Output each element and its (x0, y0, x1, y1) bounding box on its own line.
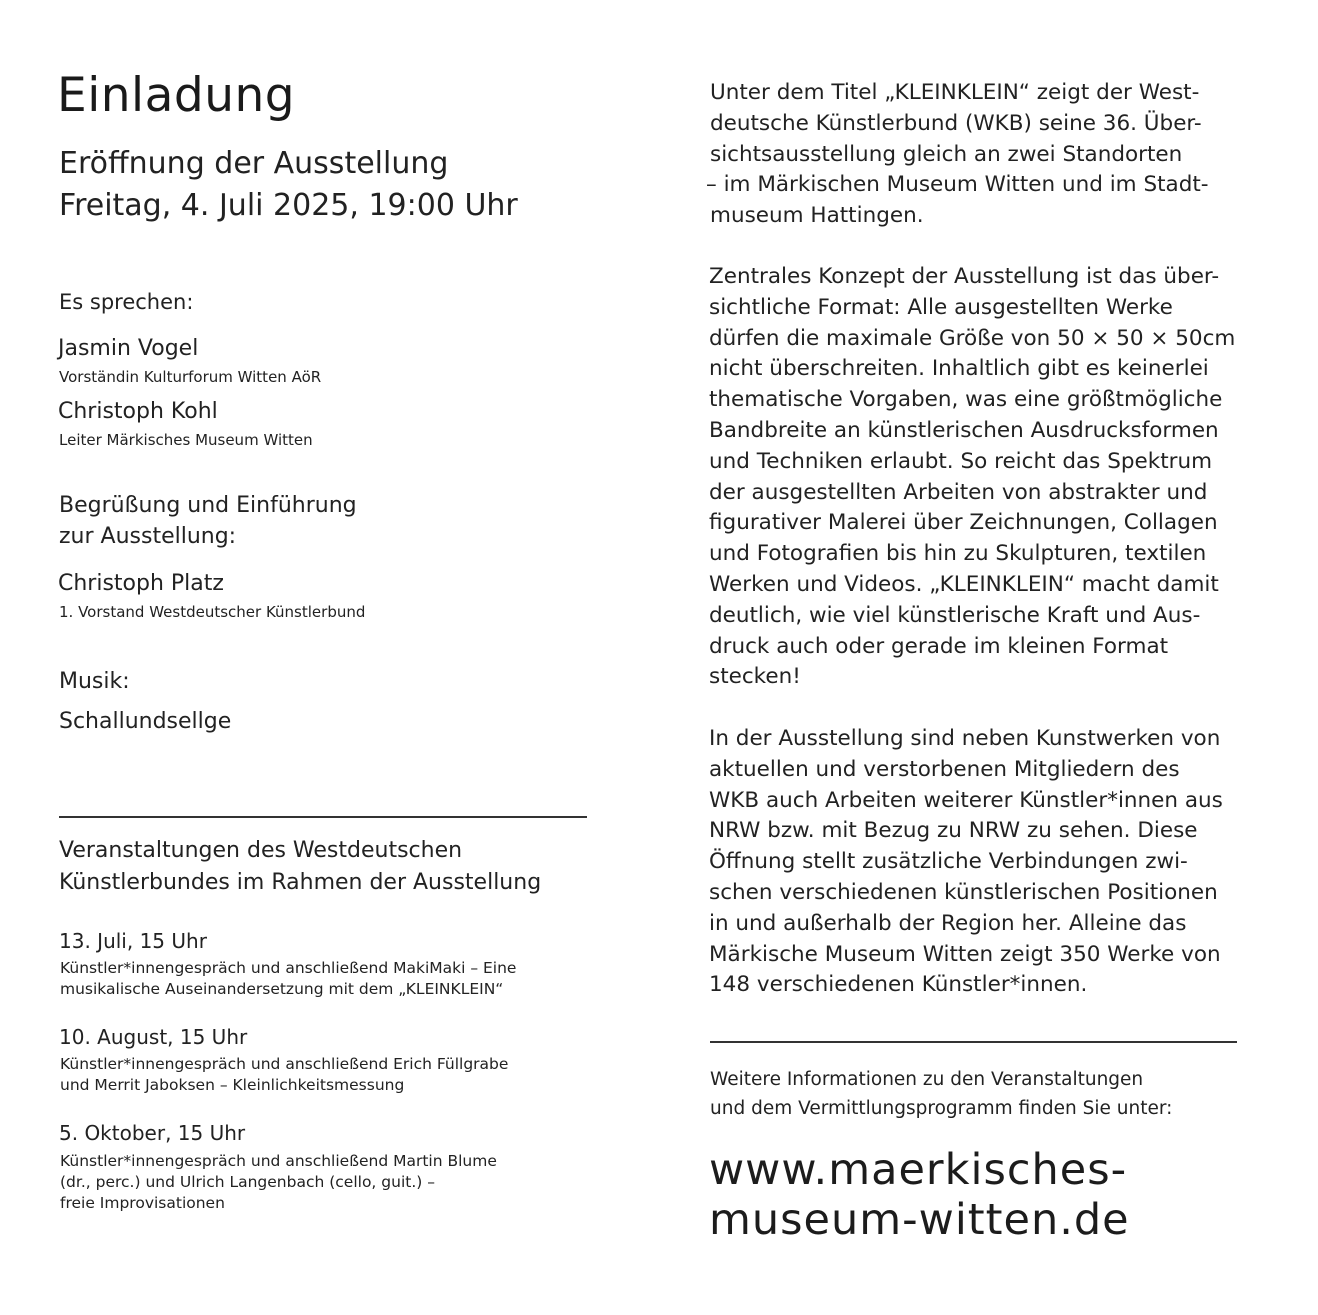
events-heading-cont: Künstlerbundes im Rahmen der Ausstellung (59, 870, 542, 895)
text-line: Märkische Museum Witten zeigt 350 Werke von (709, 941, 1221, 967)
event-description (60, 958, 516, 1000)
text-line: deutsche Künstlerbund (WKB) seine 36. Über- (710, 110, 1202, 136)
event-description (60, 1151, 497, 1214)
text-line: der ausgestellten Arbeiten von abstrakter und (709, 479, 1208, 505)
text-line: Bandbreite an künstlerischen Ausdrucksformen (709, 417, 1219, 443)
event-date: 13. Juli, 15 Uhr (59, 929, 207, 953)
music-heading: Musik: (59, 669, 130, 694)
event-desc-line: freie Improvisationen (60, 1194, 225, 1212)
text-line: sichtsausstellung gleich an zwei Standorten (710, 141, 1183, 167)
speaker-name: Jasmin Vogel (58, 336, 199, 361)
event-desc-line: (dr., perc.) und Ulrich Langenbach (cello, guit.) – (60, 1173, 435, 1191)
music-name: Schallundsellge (59, 709, 232, 734)
text-line: und Techniken erlaubt. So reicht das Spektrum (709, 448, 1213, 474)
intro-paragraph (706, 78, 1276, 232)
text-line: Zentrales Konzept der Ausstellung ist das über- (709, 264, 1220, 289)
speaker-role: Vorständin Kulturforum Witten AöR (59, 368, 322, 386)
text-line: sichtliche Format: Alle ausgestellten Werke (709, 294, 1173, 320)
welcome-heading-cont: zur Ausstellung: (59, 524, 237, 549)
text-line: Unter dem Titel „KLEINKLEIN“ zeigt der West- (710, 80, 1200, 105)
speaker-name: Christoph Kohl (58, 399, 218, 424)
text-line: museum Hattingen. (710, 203, 924, 229)
welcome-speaker-name: Christoph Platz (58, 571, 224, 596)
participants-paragraph (709, 724, 1279, 1001)
concept-paragraph (709, 262, 1279, 693)
text-line: thematische Vorgaben, was eine größtmögliche (709, 387, 1223, 413)
text-line: Öffnung stellt zusätzliche Verbindungen zwi- (709, 849, 1188, 875)
info-line: und dem Vermittlungsprogramm finden Sie unter: (710, 1098, 1173, 1119)
url-line[interactable]: www.maerkisches- (709, 1145, 1128, 1195)
text-line: und Fotografien bis hin zu Skulpturen, textilen (709, 541, 1207, 567)
text-line: figurativer Malerei über Zeichnungen, Collagen (709, 510, 1218, 536)
text-line: druck auch oder gerade im kleinen Format (709, 633, 1169, 659)
text-line: In der Ausstellung sind neben Kunstwerken von (709, 726, 1221, 751)
event-datetime: Freitag, 4. Juli 2025, 19:00 Uhr (59, 188, 518, 223)
welcome-heading: Begrüßung und Einführung (59, 493, 357, 518)
event-description (60, 1054, 508, 1096)
text-line: nicht überschreiten. Inhaltlich gibt es keinerlei (709, 356, 1209, 382)
divider-right (710, 1041, 1237, 1043)
welcome-speaker-role: 1. Vorstand Westdeutscher Künstlerbund (59, 603, 366, 621)
event-desc-line: Künstler*innengespräch und anschließend MakiMaki – Eine (60, 959, 517, 977)
info-line: Weitere Informationen zu den Veranstaltungen (710, 1069, 1144, 1090)
events-heading: Veranstaltungen des Westdeutschen (59, 838, 463, 863)
text-line: – im Märkischen Museum Witten und im Stadt- (706, 172, 1209, 198)
text-line: in und außerhalb der Region her. Alleine das (709, 910, 1187, 936)
more-info-text (710, 1065, 1172, 1123)
event-desc-line: Künstler*innengespräch und anschließend Martin Blume (60, 1152, 497, 1170)
text-line: NRW bzw. mit Bezug zu NRW zu sehen. Diese (709, 818, 1198, 844)
text-line: aktuellen und verstorbenen Mitgliedern des (709, 756, 1180, 782)
speakers-heading: Es sprechen: (59, 290, 194, 314)
speaker-role: Leiter Märkisches Museum Witten (59, 431, 313, 449)
text-line: schen verschiedenen künstlerischen Positionen (709, 879, 1218, 905)
text-line: WKB auch Arbeiten weiterer Künstler*innen aus (709, 787, 1223, 813)
divider-left (59, 816, 587, 818)
event-subtitle: Eröffnung der Ausstellung (59, 146, 449, 181)
text-line: stecken! (709, 664, 801, 690)
url-line[interactable]: museum-witten.de (709, 1195, 1130, 1245)
event-date: 10. August, 15 Uhr (59, 1025, 248, 1049)
text-line: Werken und Videos. „KLEINKLEIN“ macht damit (709, 571, 1219, 597)
event-desc-line: und Merrit Jaboksen – Kleinlichkeitsmessung (60, 1076, 405, 1094)
page-title: Einladung (57, 68, 296, 123)
website-url[interactable] (709, 1145, 1130, 1245)
event-date: 5. Oktober, 15 Uhr (59, 1121, 246, 1145)
text-line: deutlich, wie viel künstlerische Kraft und Aus- (709, 602, 1201, 628)
event-desc-line: Künstler*innengespräch und anschließend Erich Füllgrabe (60, 1055, 509, 1073)
text-line: dürfen die maximale Größe von 50 × 50 × 50cm (709, 325, 1236, 351)
event-desc-line: musikalische Auseinandersetzung mit dem „KLEINKLEIN“ (60, 980, 504, 998)
text-line: 148 verschiedenen Künstler*innen. (709, 972, 1088, 998)
